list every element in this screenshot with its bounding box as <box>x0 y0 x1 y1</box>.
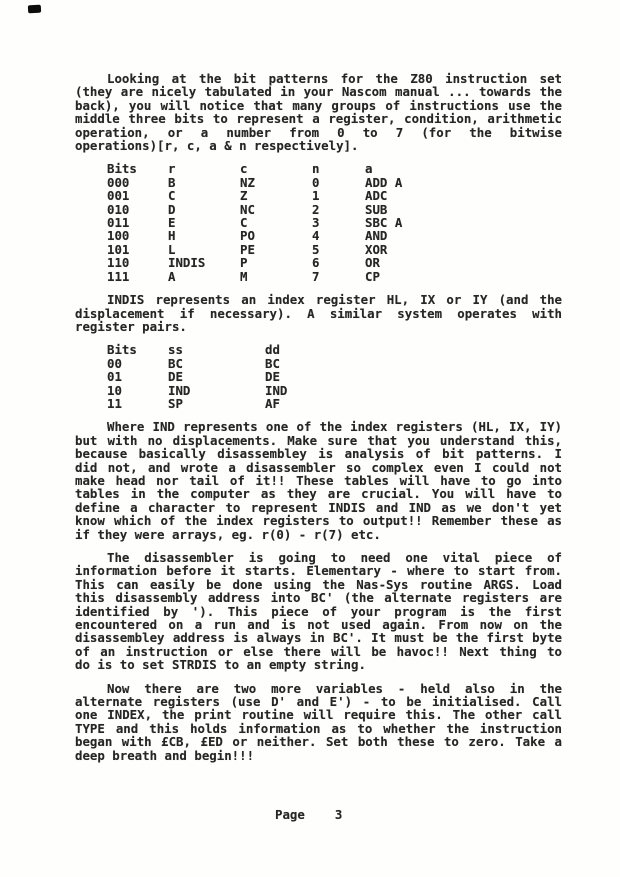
table-cell: 2 <box>312 201 320 217</box>
table-cell: r <box>168 161 176 177</box>
table-cell: INDIS <box>168 255 206 271</box>
table-cell: PE <box>240 241 255 257</box>
table-cell: 6 <box>312 255 320 271</box>
table-row <box>107 256 562 269</box>
table-cell: P <box>240 255 248 271</box>
page-number: 3 <box>334 807 343 823</box>
text-line: tables in the computer as they are crucial. You will have to <box>75 486 562 502</box>
text-line: if they were arrays, eg. r(0) - r(7) etc. <box>75 526 381 542</box>
table-cell: Bits <box>107 161 137 177</box>
text-line: information before it starts. Elementary - where to start from. <box>75 563 562 579</box>
table-cell: M <box>240 268 248 284</box>
table-cell: XOR <box>365 241 388 257</box>
text-line: encountered on a run and is not used again. From now on the <box>75 617 562 633</box>
text-line: disassembley address is always in BC'. It must be the first byte <box>75 630 562 646</box>
paragraph-disassembler-start <box>75 551 562 672</box>
table-cell: Bits <box>107 342 137 358</box>
table-cell: 010 <box>107 201 130 217</box>
table-cell: CP <box>365 268 380 284</box>
table-row <box>107 229 562 242</box>
text-line: alternate registers (use D' and E') - to be initialised. Call <box>75 694 562 710</box>
table-cell: 11 <box>107 395 122 411</box>
table-cell: B <box>168 174 176 190</box>
text-line: Looking at the bit patterns for the Z80 instruction set <box>107 71 562 86</box>
text-line: Now there are two more variables - held also in the <box>107 680 562 696</box>
table-row <box>107 243 562 256</box>
text-line: did not, and wrote a disassembler so complex even I could not <box>75 459 562 475</box>
table-row <box>107 270 562 283</box>
table-cell: L <box>168 241 176 257</box>
paragraph-intro-bit-patterns <box>75 72 562 152</box>
table-cell: 000 <box>107 174 130 190</box>
text-line: do is to set STRDIS to an empty string. <box>75 657 366 673</box>
text-line: This can easily be done using the Nas-Sys routine ARGS. Load <box>75 576 562 592</box>
table-cell: BC <box>265 355 280 371</box>
table-row <box>107 370 562 383</box>
table-cell: 1 <box>312 188 320 204</box>
table-cell: 0 <box>312 174 320 190</box>
text-line: TYPE and this holds information as to whether the instruction <box>75 720 562 736</box>
text-line: identified by '). This piece of your program is the first <box>75 603 562 619</box>
table-cell: DE <box>265 369 280 385</box>
table-cell: c <box>240 161 248 177</box>
table-cell: C <box>168 188 176 204</box>
table-cell: 101 <box>107 241 130 257</box>
table-cell: IND <box>168 382 191 398</box>
table-cell: E <box>168 215 176 231</box>
table-cell: AND <box>365 228 388 244</box>
table-cell: 111 <box>107 268 130 284</box>
table-row <box>107 203 562 216</box>
table-row <box>107 189 562 202</box>
scan-artifact-mark <box>28 5 41 14</box>
table-cell: 10 <box>107 382 122 398</box>
text-line: displacement if necessary). A similar system operates with <box>75 305 562 321</box>
table-cell: A <box>168 268 176 284</box>
page-footer-label: Page <box>275 807 305 823</box>
table-header-row <box>107 343 562 356</box>
text-line: know which of the index registers to output!! Remember these as <box>75 513 562 529</box>
text-line: but with no displacements. Make sure that you understand this, <box>75 432 562 448</box>
table-cell: AF <box>265 395 280 411</box>
table-cell: 3 <box>312 215 320 231</box>
table-row <box>107 216 562 229</box>
text-line: of an instruction or else there will be havoc!! Next thing to <box>75 643 562 659</box>
table-cell: 001 <box>107 188 130 204</box>
table-cell: 100 <box>107 228 130 244</box>
table-cell: OR <box>365 255 380 271</box>
paragraph-variables-init <box>75 682 562 762</box>
table-cell: C <box>240 215 248 231</box>
table-cell: BC <box>168 355 183 371</box>
table-cell: DE <box>168 369 183 385</box>
table-cell: ADC <box>365 188 388 204</box>
text-line: deep breath and begin!!! <box>75 747 255 763</box>
table-cell: SBC A <box>365 215 403 231</box>
table-cell: 01 <box>107 369 122 385</box>
table-row <box>107 176 562 189</box>
text-line: operation, or a number from 0 to 7 (for the bitwise <box>75 124 562 140</box>
text-line: Where IND represents one of the index registers (HL, IX, IY) <box>107 419 562 435</box>
page-body-text <box>75 72 562 822</box>
text-line: The disassembler is going to need one vital piece of <box>107 550 562 565</box>
text-line: (they are nicely tabulated in your Nascom manual ... towards the <box>75 84 562 100</box>
table-cell: Z <box>240 188 248 204</box>
text-line: because basically disassembley is analysis of bit patterns. I <box>75 446 562 462</box>
table-cell: IND <box>265 382 288 398</box>
text-line: make head nor tail of it!! These tables will have to go into <box>75 472 562 488</box>
table-row <box>107 397 562 410</box>
paragraph-indis-explanation <box>75 293 562 333</box>
table-cell: 110 <box>107 255 130 271</box>
text-line: operations)[r, c, a & n respectively]. <box>75 138 359 154</box>
table-cell: NC <box>240 201 255 217</box>
text-line: define a character to represent INDIS and IND as we don't yet <box>75 499 562 515</box>
table-cell: D <box>168 201 176 217</box>
table-row <box>107 384 562 397</box>
table-bit-patterns <box>107 162 562 283</box>
text-line: began with £CB, £ED or neither. Set both these to zero. Take a <box>75 734 562 750</box>
table-cell: n <box>312 161 320 177</box>
table-cell: PO <box>240 228 255 244</box>
table-cell: 011 <box>107 215 130 231</box>
table-cell: dd <box>265 342 280 358</box>
table-row <box>107 357 562 370</box>
table-cell: 7 <box>312 268 320 284</box>
table-cell: 4 <box>312 228 320 244</box>
table-cell: H <box>168 228 176 244</box>
text-line: this disassembly address into BC' (the alternate registers are <box>75 590 562 606</box>
table-cell: ADD A <box>365 174 403 190</box>
text-line: register pairs. <box>75 318 187 334</box>
table-cell: 00 <box>107 355 122 371</box>
table-header-row <box>107 162 562 175</box>
text-line: INDIS represents an index register HL, IX or IY (and the <box>107 292 562 308</box>
page-footer <box>275 808 562 821</box>
table-cell: ss <box>168 342 183 358</box>
table-cell: SUB <box>365 201 388 217</box>
table-cell: NZ <box>240 174 255 190</box>
text-line: back), you will notice that many groups of instructions use the <box>75 97 562 113</box>
text-line: one INDEX, the print routine will require this. The other call <box>75 707 562 723</box>
table-cell: a <box>365 161 373 177</box>
table-cell: SP <box>168 395 183 411</box>
table-cell: 5 <box>312 241 320 257</box>
text-line: middle three bits to represent a register, condition, arithmetic <box>75 111 562 127</box>
paragraph-ind-explanation <box>75 420 562 541</box>
table-register-pairs <box>107 343 562 410</box>
